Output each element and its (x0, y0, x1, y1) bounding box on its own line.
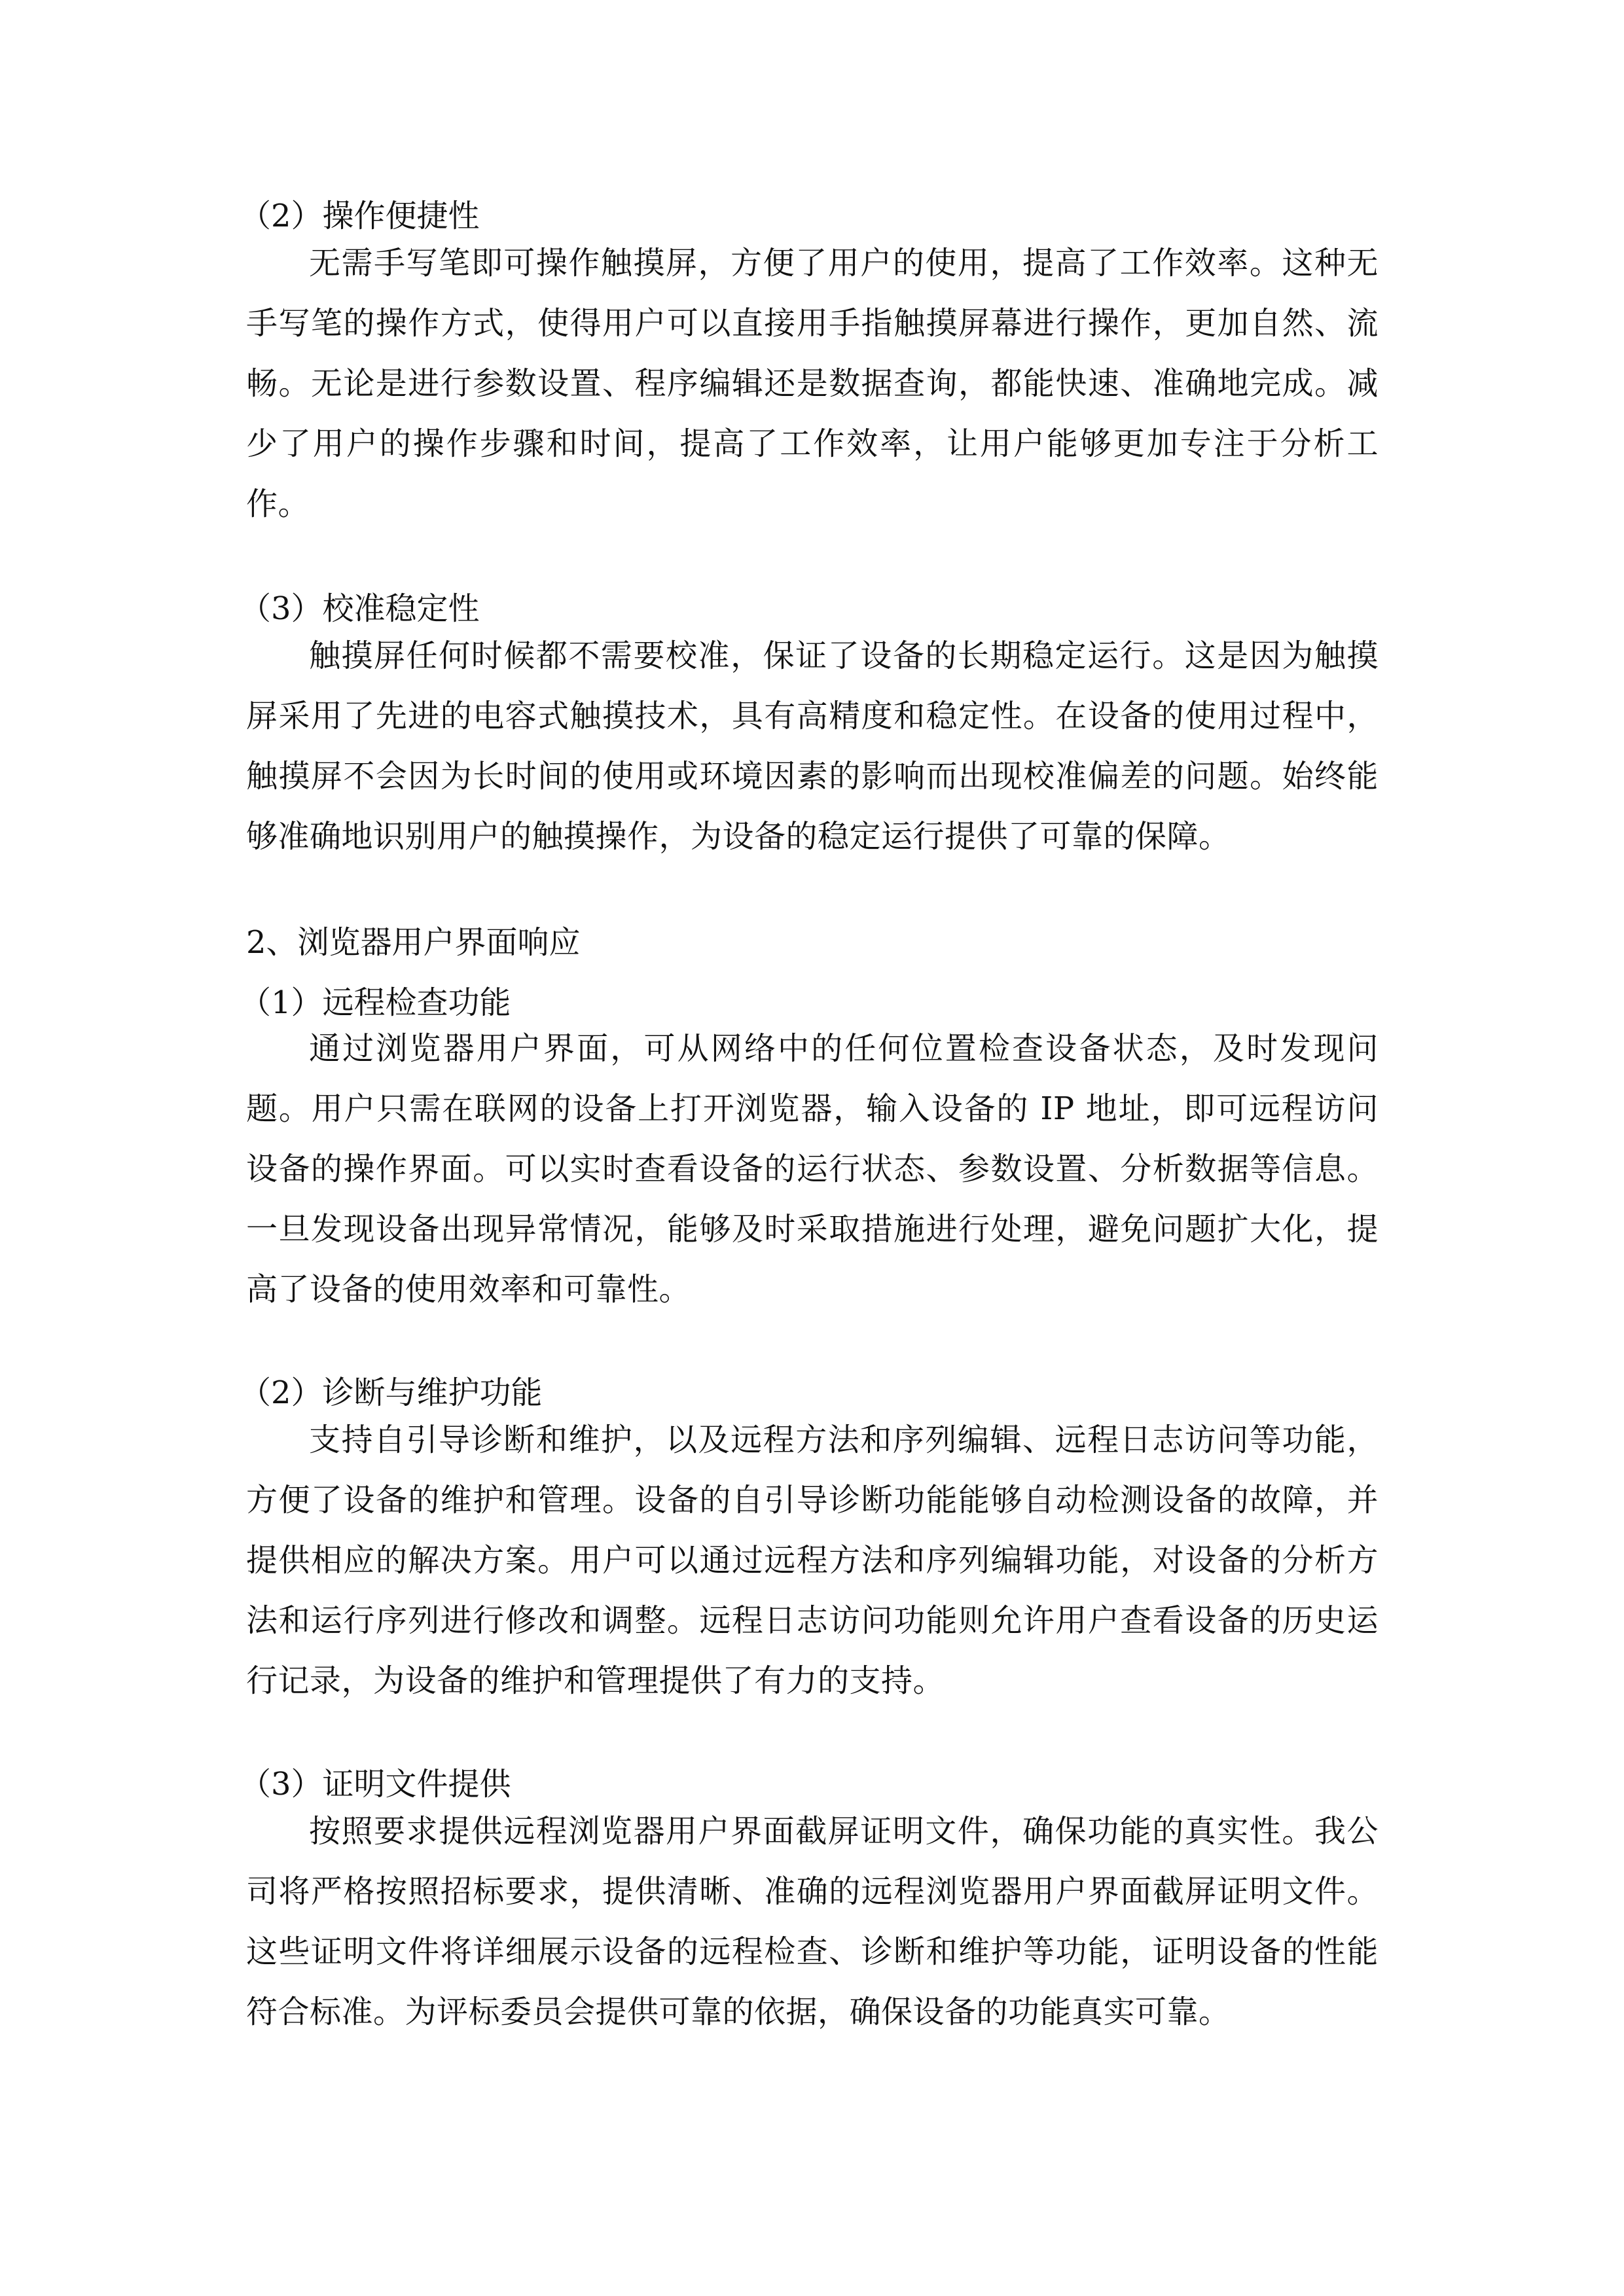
section-body-proof-docs (246, 1801, 1379, 2042)
section-heading-diagnosis: （2）诊断与维护功能 (240, 1374, 543, 1411)
section-body-remote-check (246, 1018, 1379, 1319)
paragraph: 按照要求提供远程浏览器用户界面截屏证明文件，确保功能的真实性。我公司将严格按照招标要求，提供清晰、准确的远程浏览器用户界面截屏证明文件。这些证明文件将详细展示设备的远程检查、诊断和维护等功能，证明设备的性能符合标准。为评标委员会提供可靠的依据，确保设备的功能真实可靠。 (246, 1813, 1379, 2030)
section-body-diagnosis (246, 1410, 1379, 1711)
section-heading-proof-docs: （3）证明文件提供 (240, 1766, 511, 1803)
paragraph: 支持自引导诊断和维护，以及远程方法和序列编辑、远程日志访问等功能，方便了设备的维护和管理。设备的自引导诊断功能能够自动检测设备的故障，并提供相应的解决方案。用户可以通过远程方法和序列编辑功能，对设备的分析方法和运行序列进行修改和调整。远程日志访问功能则允许用户查看设备的历史运行记录，为设备的维护和管理提供了有力的支持。 (246, 1422, 1379, 1699)
section-heading-operation: （2）操作便捷性 (240, 198, 480, 234)
section-heading-remote-check: （1）远程检查功能 (240, 984, 511, 1021)
chapter-title-browser-ui: 2、浏览器用户界面响应 (246, 924, 581, 961)
paragraph: 无需手写笔即可操作触摸屏，方便了用户的使用，提高了工作效率。这种无手写笔的操作方式，使得用户可以直接用手指触摸屏幕进行操作，更加自然、流畅。无论是进行参数设置、程序编辑还是数据查询，都能快速、准确地完成。减少了用户的操作步骤和时间，提高了工作效率，让用户能够更加专注于分析工作。 (246, 245, 1379, 522)
section-heading-calibration: （3）校准稳定性 (240, 590, 480, 627)
paragraph: 通过浏览器用户界面，可从网络中的任何位置检查设备状态，及时发现问题。用户只需在联网的设备上打开浏览器，输入设备的 IP 地址，即可远程访问设备的操作界面。可以实时查看设备的运行状态、参数设置、分析数据等信息。一旦发现设备出现异常情况，能够及时采取措施进行处理，避免问题扩大化，提高了设备的使用效率和可靠性。 (246, 1030, 1379, 1308)
section-body-operation (246, 233, 1379, 534)
paragraph: 触摸屏任何时候都不需要校准，保证了设备的长期稳定运行。这是因为触摸屏采用了先进的电容式触摸技术，具有高精度和稳定性。在设备的使用过程中，触摸屏不会因为长时间的使用或环境因素的影响而出现校准偏差的问题。始终能够准确地识别用户的触摸操作，为设备的稳定运行提供了可靠的保障。 (246, 637, 1379, 855)
section-body-calibration (246, 626, 1379, 867)
